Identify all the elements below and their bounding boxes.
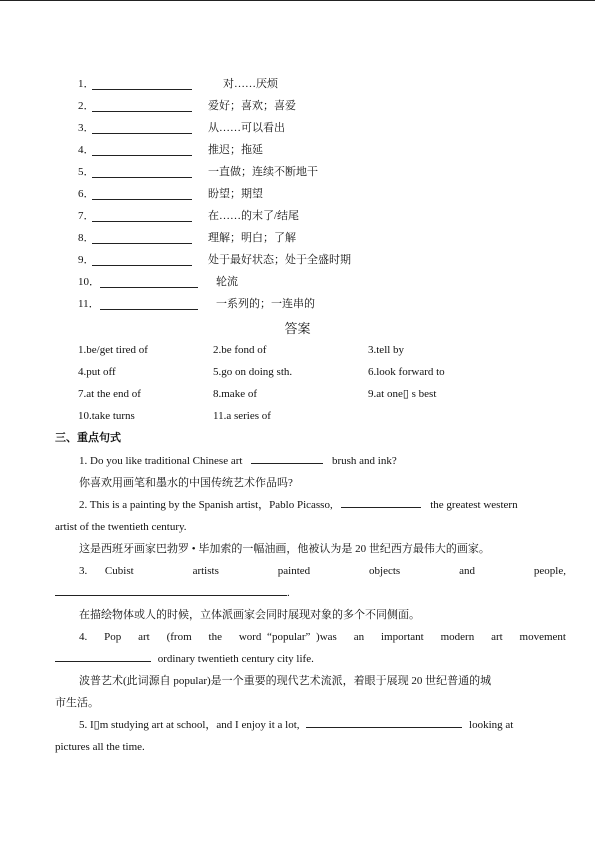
sentence-4-zh-cont: 市生活。 (55, 697, 99, 709)
vocab-meaning: 对……厌烦 (223, 78, 278, 90)
sentence-text: 5. I▯m studying art at school，and I enjoy it a lot, (79, 719, 300, 731)
answer-item: 3.tell by (368, 344, 405, 356)
answer-item: 8.make of (213, 388, 257, 400)
vocab-number: 9． (78, 254, 95, 266)
answer-item: 7.at the end of (78, 388, 141, 400)
vocab-meaning: 推迟；拖延 (208, 144, 263, 156)
answer-blank[interactable] (92, 142, 192, 156)
vocab-number: 3． (78, 122, 95, 134)
answer-blank[interactable] (92, 230, 192, 244)
sentence-text: 2. This is a painting by the Spanish artist，Pablo Picasso, (79, 499, 333, 511)
vocab-number: 2． (78, 100, 95, 112)
answer-item: 4.put off (78, 366, 116, 378)
answer-item: 10.take turns (78, 410, 135, 422)
top-rule (0, 0, 595, 1)
sentence-1-en (55, 450, 566, 472)
sentence-text: . (287, 587, 290, 599)
sentence-3-blank-line (55, 582, 542, 604)
vocab-meaning: 一系列的；一连串的 (216, 298, 315, 310)
answer-blank[interactable] (100, 274, 198, 288)
answer-blank[interactable] (92, 252, 192, 266)
answer-blank[interactable] (92, 120, 192, 134)
sentence-text: brush and ink? (331, 455, 397, 467)
answer-item: 1.be/get tired of (78, 344, 148, 356)
vocab-meaning: 盼望；期望 (208, 188, 263, 200)
answer-blank[interactable] (341, 495, 421, 508)
vocab-meaning: 轮流 (216, 276, 238, 288)
vocab-meaning: 处于最好状态；处于全盛时期 (208, 254, 351, 266)
sentence-4-en-cont (55, 648, 542, 670)
sentence-4-zh: 波普艺术(此词源自 popular)是一个重要的现代艺术流派，着眼于展现 20 世纪普通的城 (79, 675, 492, 687)
answer-item: 6.look forward to (368, 366, 445, 378)
sentence-3-zh: 在描绘物体或人的时候，立体派画家会同时展现对象的多个不同侧面。 (79, 609, 420, 621)
answer-blank[interactable] (306, 715, 462, 728)
answer-blank[interactable] (92, 208, 192, 222)
sentence-2-en (55, 494, 566, 516)
answer-blank[interactable] (55, 583, 287, 596)
answer-blank[interactable] (251, 451, 323, 464)
vocab-meaning: 爱好；喜欢；喜爱 (208, 100, 296, 112)
vocab-number: 5． (78, 166, 95, 178)
vocab-meaning: 在……的末了/结尾 (208, 210, 300, 222)
sentence-2-zh: 这是西班牙画家巴勃罗 • 毕加索的一幅油画，他被认为是 20 世纪西方最伟大的画家。 (79, 543, 490, 555)
answer-blank[interactable] (92, 186, 192, 200)
answer-item: 5.go on doing sth. (213, 366, 293, 378)
answer-item: 11.a series of (213, 410, 271, 422)
vocab-number: 11． (78, 298, 100, 310)
sentence-text: 1. Do you like traditional Chinese art (79, 455, 243, 467)
sentence-3-en: 3. Cubist artists painted objects and people, (79, 565, 566, 577)
vocab-meaning: 理解；明白；了解 (208, 232, 296, 244)
answers-title: 答案 (284, 321, 311, 336)
vocab-number: 1． (78, 78, 95, 90)
answer-blank[interactable] (55, 649, 151, 662)
vocab-number: 6． (78, 188, 95, 200)
sentence-1-zh: 你喜欢用画笔和墨水的中国传统艺术作品吗? (79, 477, 293, 489)
sentence-text: the greatest western (430, 499, 518, 511)
sentence-5-en (55, 714, 566, 736)
answer-blank[interactable] (92, 76, 192, 90)
answer-blank[interactable] (92, 98, 192, 112)
sentence-4-en: 4. Pop art (from the word “popular” )was an important modern art movement (79, 631, 566, 643)
vocab-number: 4． (78, 144, 95, 156)
section-title: 三、重点句式 (55, 432, 121, 444)
answer-blank[interactable] (92, 164, 192, 178)
vocab-meaning: 从……可以看出 (208, 122, 285, 134)
answer-item: 2.be fond of (213, 344, 267, 356)
vocab-number: 8． (78, 232, 95, 244)
sentence-text: looking at (469, 719, 514, 731)
sentence-2-en-cont: artist of the twentieth century. (55, 521, 187, 533)
vocab-meaning: 一直做；连续不断地干 (208, 166, 318, 178)
sentence-text: ordinary twentieth century city life. (157, 653, 314, 665)
answer-blank[interactable] (100, 296, 198, 310)
vocab-number: 7． (78, 210, 95, 222)
vocab-number: 10． (78, 276, 100, 288)
sentence-5-en-cont: pictures all the time. (55, 741, 145, 753)
answer-item: 9.at one▯ s best (368, 388, 437, 400)
